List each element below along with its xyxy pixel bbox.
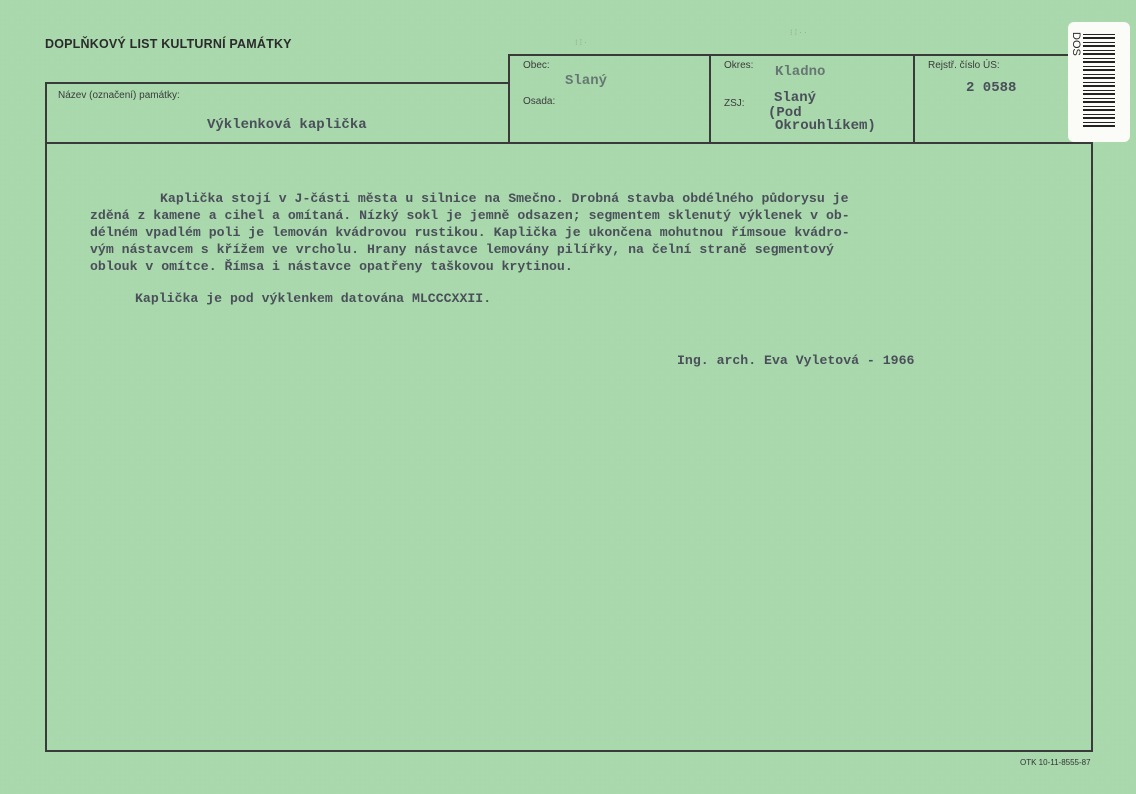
stamp-text: DOS	[1070, 32, 1082, 56]
value-zsj-extra-2: Okrouhlíkem)	[775, 118, 876, 134]
value-okres: Kladno	[775, 64, 826, 80]
value-zsj-extra-1: (Pod	[768, 105, 802, 121]
rule-left	[45, 82, 47, 752]
label-okres: Okres:	[724, 60, 754, 71]
rule-right	[1091, 142, 1093, 752]
description-line-5: oblouk v omítce. Římsa i nástavce opatřeny taškovou krytinou.	[90, 259, 573, 274]
label-obec: Obec:	[523, 60, 550, 71]
description-line-1: Kaplička stojí v J-části města u silnice na Smečno. Drobná stavba obdélného půdorysu je	[160, 191, 849, 206]
author-signature: Ing. arch. Eva Vyletová - 1966	[677, 353, 915, 368]
rule-divider-1	[508, 54, 510, 143]
description-line-4: vým nástavcem s křížem ve vrcholu. Hrany nástavce lemovány pilířky, na čelní straně segmentový	[90, 242, 834, 257]
value-nazev: Výklenková kaplička	[207, 117, 367, 133]
rule-bottom	[45, 750, 1093, 752]
rule-main-top	[45, 142, 1093, 144]
rule-divider-3	[913, 54, 915, 143]
rule-divider-2	[709, 54, 711, 143]
rule-header-top	[508, 54, 1068, 56]
label-rejstr: Rejstř. číslo ÚS:	[928, 60, 1000, 71]
form-footer-code: OTK 10-11-8555-87	[1020, 758, 1091, 767]
form-title: DOPLŇKOVÝ LIST KULTURNÍ PAMÁTKY	[45, 37, 292, 51]
label-zsj: ZSJ:	[724, 98, 745, 109]
dating-note: Kaplička je pod výklenkem datována MLCCCXXII.	[135, 291, 492, 306]
value-zsj: Slaný	[774, 90, 817, 106]
faint-mark-1: ⁝ ⁞ ·	[575, 38, 587, 47]
faint-mark-2: ⁝ ⁞ · ·	[790, 28, 807, 37]
label-nazev: Název (označení) památky:	[58, 90, 180, 101]
value-obec: Slaný	[565, 73, 608, 89]
rule-name-top	[45, 82, 510, 84]
barcode-icon	[1083, 32, 1115, 127]
description-line-3: délném vpadlém poli je lemován kvádrovou rustikou. Kaplička je ukončena mohutnou římsoue kvádro-	[90, 225, 850, 240]
value-rejstr-cislo: 2 0588	[966, 80, 1017, 96]
description-line-2: zděná z kamene a cihel a omítaná. Nízký sokl je jemně odsazen; segmentem sklenutý výklenek v ob-	[90, 208, 850, 223]
label-osada: Osada:	[523, 96, 556, 107]
